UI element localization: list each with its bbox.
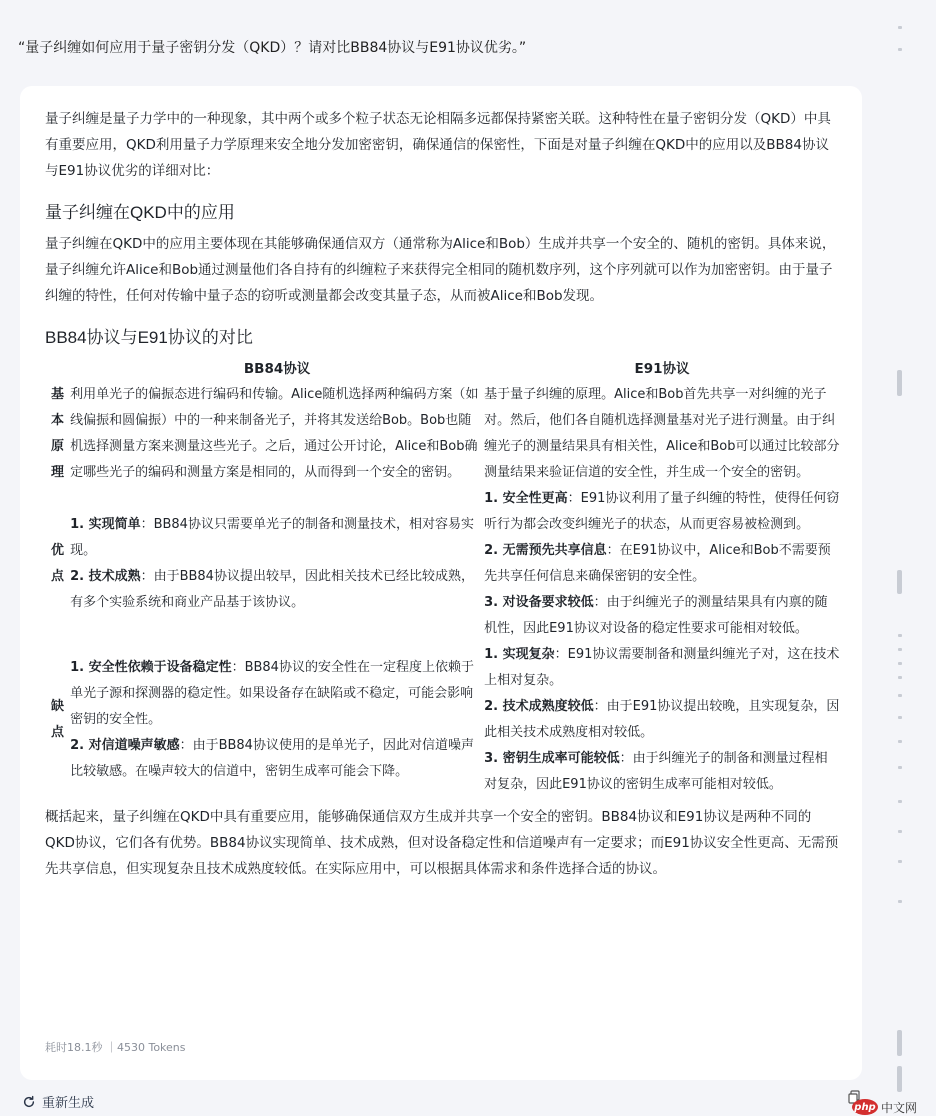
scrollbar-track[interactable] <box>893 0 907 1116</box>
comparison-table <box>45 356 840 798</box>
scroll-marker <box>897 1030 902 1056</box>
list-item: 2. 对信道噪声敏感：由于BB84协议使用的是单光子，因此对信道噪声比较敏感。在噪声较大的信道中，密钥生成率可能会下降。 <box>70 738 474 779</box>
intro-paragraph: 量子纠缠是量子力学中的一种现象，其中两个或多个粒子状态无论相隔多远都保持紧密关联。这种特性在量子密钥分发（QKD）中具有重要应用，QKD利用量子力学原理来安全地分发加密密钥，确保通信的保密性，下面是对量子纠缠在QKD中的应用以及BB84协议与E91协议优劣的详细对比： <box>45 111 831 179</box>
scroll-marker <box>898 740 902 743</box>
cell-bb84-principle: 利用单光子的偏振态进行编码和传输。Alice随机选择两种编码方案（如线偏振和圆偏振）中的一种来制备光子，并将其发送给Bob。Bob也随机选择测量方案来测量这些光子。之后，通过公开讨论，Alice和Bob确定哪些光子的编码和测量方案是相同的，从而得到一个安全的密钥。 <box>70 387 479 480</box>
table-header-empty <box>45 356 70 382</box>
regenerate-label: 重新生成 <box>42 1096 95 1111</box>
scroll-marker <box>898 900 902 903</box>
scroll-marker <box>898 48 902 51</box>
scroll-marker <box>898 860 902 863</box>
table-header-bb84: BB84协议 <box>243 361 311 377</box>
scroll-marker <box>898 800 902 803</box>
php-logo: php <box>852 1099 878 1115</box>
generation-meta: 耗时18.1秒 ｜4530 Tokens <box>45 1041 186 1054</box>
list-item: 2. 无需预先共享信息：在E91协议中，Alice和Bob不需要预先共享任何信息来确保密钥的安全性。 <box>484 543 831 584</box>
scroll-marker <box>897 370 902 396</box>
scroll-marker <box>898 634 902 637</box>
table-header-e91: E91协议 <box>634 361 690 377</box>
scroll-marker <box>898 830 902 833</box>
list-item: 3. 对设备要求较低：由于纠缠光子的测量结果具有内禀的随机性，因此E91协议对设备的稳定性要求可能相对较低。 <box>484 595 828 636</box>
table-header-row <box>45 356 840 382</box>
cell-bb84-disadvantages <box>70 642 484 798</box>
section-heading-comparison: BB84协议与E91协议的对比 <box>45 328 253 347</box>
row-label-advantages: 优 点 <box>51 543 65 584</box>
scroll-marker <box>898 676 902 679</box>
list-item: 2. 技术成熟度较低：由于E91协议提出较晚，且实现复杂，因此相关技术成熟度相对较低。 <box>484 699 840 740</box>
row-label-principle: 基 本 原 理 <box>51 387 65 480</box>
table-row <box>45 382 840 486</box>
scroll-marker <box>898 26 902 29</box>
cell-e91-advantages <box>484 486 840 642</box>
conclusion-paragraph: 概括起来，量子纠缠在QKD中具有重要应用，能够确保通信双方生成并共享一个安全的密钥。BB84协议和E91协议是两种不同的QKD协议，它们各有优势。BB84协议实现简单、技术成熟，但对设备稳定性和信道噪声有一定要求；而E91协议安全性更高、无需预先共享信息，但实现复杂且技术成熟度较低。在实际应用中，可以根据具体需求和条件选择合适的协议。 <box>45 809 839 877</box>
list-item: 1. 安全性更高：E91协议利用了量子纠缠的特性，使得任何窃听行为都会改变纠缠光子的状态，从而更容易被检测到。 <box>484 491 840 532</box>
regenerate-button[interactable] <box>22 1092 94 1111</box>
question-text: “量子纠缠如何应用于量子密钥分发（QKD）？请对比BB84协议与E91协议优劣。” <box>18 40 527 56</box>
cell-e91-principle: 基于量子纠缠的原理。Alice和Bob首先共享一对纠缠的光子对。然后，他们各自随机选择测量基对光子进行测量。由于纠缠光子的测量结果具有相关性，Alice和Bob可以通过比较部分测量结果来验证信道的安全性，并生成一个安全的密钥。 <box>484 387 840 480</box>
list-item: 2. 技术成熟：由于BB84协议提出较早，因此相关技术已经比较成熟，有多个实验系统和商业产品基于该协议。 <box>70 569 474 610</box>
entanglement-paragraph: 量子纠缠在QKD中的应用主要体现在其能够确保通信双方（通常称为Alice和Bob）生成并共享一个安全的、随机的密钥。具体来说，量子纠缠允许Alice和Bob通过测量他们各自持有的纠缠粒子来获得完全相同的随机数序列，这个序列就可以作为加密密钥。由于量子纠缠的特性，任何对传输中量子态的窃听或测量都会改变其量子态，从而被Alice和Bob发现。 <box>45 236 836 304</box>
list-item: 1. 安全性依赖于设备稳定性：BB84协议的安全性在一定程度上依赖于单光子源和探测器的稳定性。如果设备存在缺陷或不稳定，可能会影响密钥的安全性。 <box>70 660 474 727</box>
scroll-marker <box>898 766 902 769</box>
scroll-marker <box>898 694 902 697</box>
row-label-disadvantages: 缺 点 <box>51 699 65 740</box>
table-row <box>45 486 840 642</box>
table-row <box>45 642 840 798</box>
list-item: 1. 实现简单：BB84协议只需要单光子的制备和测量技术，相对容易实现。 <box>70 517 474 558</box>
list-item: 3. 密钥生成率可能较低：由于纠缠光子的制备和测量过程相对复杂，因此E91协议的密钥生成率可能相对较低。 <box>484 751 828 792</box>
answer-content <box>45 106 840 882</box>
scroll-marker <box>898 716 902 719</box>
scroll-marker <box>897 570 902 594</box>
section-heading-entanglement: 量子纠缠在QKD中的应用 <box>45 203 235 222</box>
list-item: 1. 实现复杂：E91协议需要制备和测量纠缠光子对，这在技术上相对复杂。 <box>484 647 840 688</box>
cell-e91-disadvantages <box>484 642 840 798</box>
answer-card <box>20 86 862 1080</box>
cell-bb84-advantages <box>70 486 484 642</box>
refresh-icon <box>22 1095 36 1109</box>
watermark-text: 中文网 <box>881 1100 918 1115</box>
scroll-marker <box>898 648 902 651</box>
scroll-marker <box>898 662 902 665</box>
scroll-marker <box>897 1066 902 1092</box>
